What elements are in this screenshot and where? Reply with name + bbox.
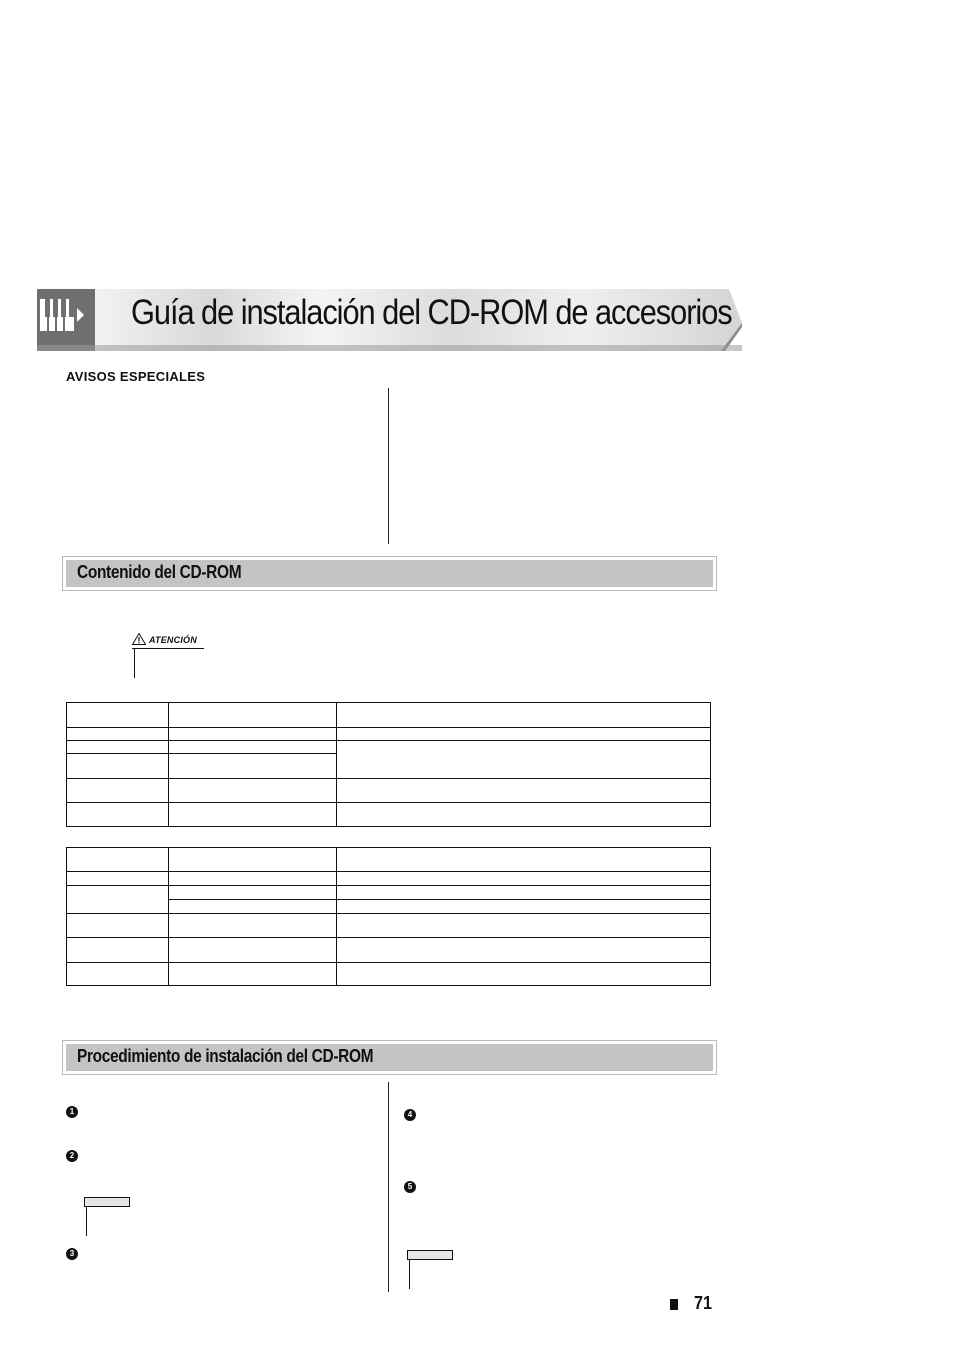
table-cell [337, 872, 711, 886]
title-banner [37, 289, 742, 351]
table-cell [337, 900, 711, 914]
caution-text: ATENCIÓN [149, 635, 197, 645]
table-cell [337, 963, 711, 986]
table-row [67, 914, 711, 938]
table-cell [67, 728, 169, 741]
table-row [67, 728, 711, 741]
table-row [67, 803, 711, 827]
table-cell [337, 803, 711, 827]
table-row [67, 741, 711, 754]
table-cell [67, 848, 169, 872]
caution-label-box [132, 632, 204, 649]
step-marker-4: 4 [404, 1109, 416, 1121]
table-cell [67, 886, 169, 914]
table-row [67, 886, 711, 900]
table-cell [169, 741, 337, 754]
table-cell [337, 938, 711, 963]
table-cell [169, 754, 337, 779]
table-cell [67, 741, 169, 754]
table-cell [169, 848, 337, 872]
note-bracket [409, 1259, 410, 1289]
table-cell [169, 938, 337, 963]
note-bracket [86, 1206, 87, 1236]
table-cell [169, 900, 337, 914]
table-cell [67, 803, 169, 827]
section-title-install: Procedimiento de instalación del CD-ROM [77, 1046, 374, 1066]
step-marker-1: 1 [66, 1106, 78, 1118]
table-row [67, 872, 711, 886]
table-cell [67, 938, 169, 963]
table-cell [169, 886, 337, 900]
column-divider-bottom [388, 1082, 389, 1292]
table-row [67, 963, 711, 986]
table-cell [169, 779, 337, 803]
table-cell [67, 754, 169, 779]
step-marker-3: 3 [66, 1248, 78, 1260]
table-cell [169, 914, 337, 938]
table-cell [337, 848, 711, 872]
warning-triangle-icon [132, 633, 146, 645]
table-cell [67, 703, 169, 728]
table-row [67, 703, 711, 728]
step-marker-2: 2 [66, 1150, 78, 1162]
page-title: Guía de instalación del CD-ROM de accesorios [131, 293, 732, 332]
contents-table-2 [66, 847, 711, 986]
section-header-install [62, 1040, 717, 1075]
table-cell [337, 703, 711, 728]
note-tab [84, 1197, 130, 1207]
table-cell [169, 703, 337, 728]
table-cell [67, 779, 169, 803]
column-divider-top [388, 388, 389, 544]
page-number: 71 [694, 1293, 713, 1313]
note-callout-right [407, 1250, 455, 1290]
page-marker [670, 1299, 678, 1310]
keyboard-keys-icon [39, 295, 89, 335]
table-cell [169, 963, 337, 986]
table-row [67, 779, 711, 803]
step-marker-5: 5 [404, 1181, 416, 1193]
table-row [67, 938, 711, 963]
table-cell [67, 963, 169, 986]
table-cell [337, 779, 711, 803]
section-title-contents: Contenido del CD-ROM [77, 562, 242, 582]
table-cell [169, 803, 337, 827]
note-tab [407, 1250, 453, 1260]
table-cell [337, 914, 711, 938]
table-row [67, 848, 711, 872]
section-header-contents [62, 556, 717, 591]
note-callout-left [84, 1197, 132, 1237]
table-cell [67, 914, 169, 938]
special-notices-heading: AVISOS ESPECIALES [66, 369, 206, 384]
table-cell [169, 872, 337, 886]
table-cell [67, 872, 169, 886]
contents-table-1 [66, 702, 711, 827]
table-cell [337, 741, 711, 779]
table-cell [337, 728, 711, 741]
table-cell [169, 728, 337, 741]
table-cell [337, 886, 711, 900]
caution-bracket [134, 649, 135, 678]
